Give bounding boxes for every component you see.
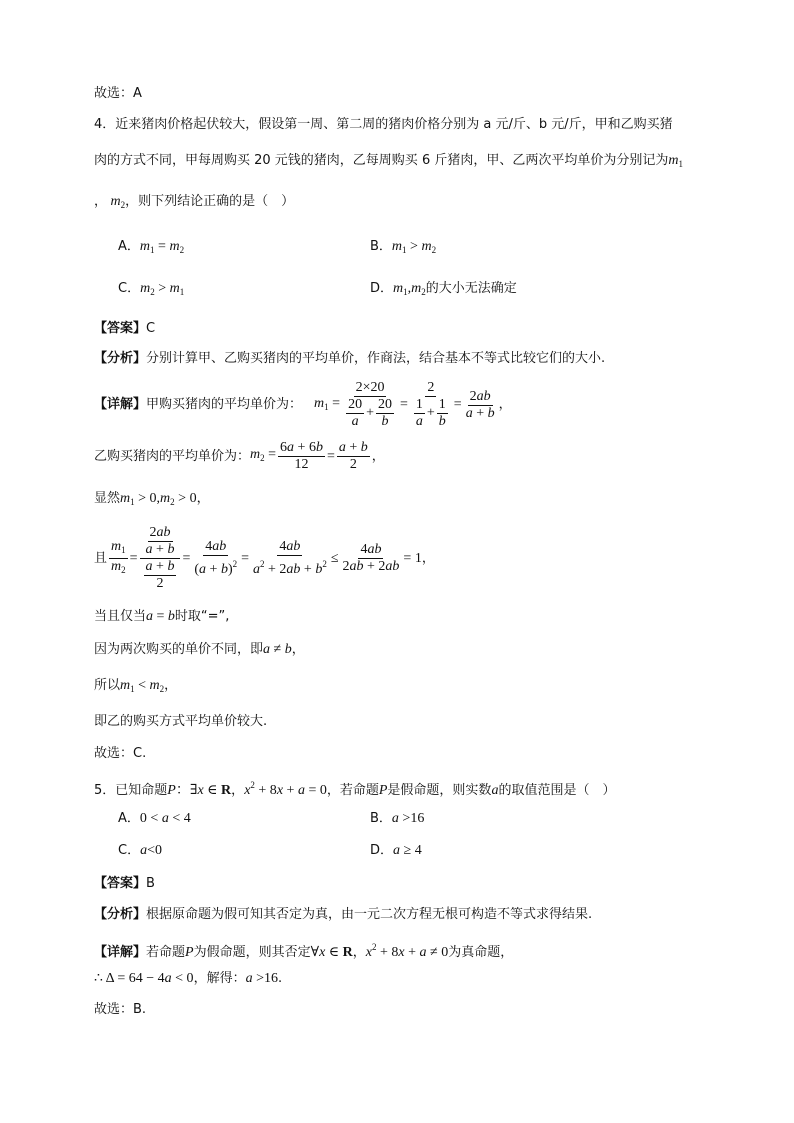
q4-analysis: 【分析】分别计算甲、乙购买猪肉的平均单价，作商法，结合基本不等式比较它们的大小. — [94, 351, 606, 366]
q4-detail-jia: 【详解】 甲购买猪肉的平均单价为： $m_1$ = 2×20 $\frac{20}{a}$ + $\frac{20}{b}$ = 2 $\frac{1}{a}$ + $\frac{1}{b}$ = $\frac{2ab}{a + b}$ ， — [94, 380, 512, 429]
q4-stem-line3: ， $m_2$，则下列结论正确的是（ ） — [94, 194, 295, 210]
q5-analysis: 【分析】根据原命题为假可知其否定为真，由一元二次方程无根可构造不等式求得结果. — [94, 907, 593, 922]
q5-stem: 5．已知命题P：∃x ∈ R，$x^2 + 8x + a = 0$，若命题P是假命题，则实数a的取值范围是（ ） — [94, 780, 616, 798]
q4-detail-so: 所以$m_1 < m_2$， — [94, 678, 178, 694]
q4-answer: 【答案】C — [94, 321, 156, 336]
q5-detail: 【详解】若命题P为假命题，则其否定∀x ∈ R，$x^2 + 8x + a \ne 0$为真命题， — [94, 942, 514, 960]
q5-answer: 【答案】B — [94, 876, 155, 891]
q4-detail-obvious: 显然$m_1 > 0,m_2 > 0$， — [94, 491, 210, 507]
q4-option-c: C．$m_2 > m_1$ — [118, 281, 185, 297]
q4-detail-iff: 当且仅当a = b时取“=”, — [94, 609, 230, 624]
q4-stem-line1: 4．近来猪肉价格起伏较大，假设第一周、第二周的猪肉价格分别为 a 元/斤、b 元/斤，甲和乙购买猪 — [94, 117, 673, 132]
q4-option-b: B．$m_1 > m_2$ — [370, 239, 437, 255]
q5-final: 故选：B. — [94, 1002, 147, 1017]
prev-answer: 故选：A — [94, 86, 142, 101]
q5-detail-solve: ∴ Δ = 64 − 4a < 0，解得：a >16. — [94, 971, 283, 986]
q5-option-c: C．a<0 — [118, 843, 162, 858]
q5-option-d: D．a ≥ 4 — [370, 843, 422, 858]
q5-option-a: A．0 < a < 4 — [118, 811, 191, 826]
q5-option-b: B．a >16 — [370, 811, 425, 826]
q4-stem-line2 — [94, 152, 683, 173]
q4-stem-line2-text: 肉的方式不同，甲每周购买 20 元钱的猪肉，乙每周购买 6 斤猪肉，甲、乙两次平均单价为分别记为 — [94, 153, 669, 168]
q4-detail-ratio: 且 $\frac{m_1}{m_2}$ = $\frac{\frac{2ab}{a + b}}{\frac{a + b}{2}}$ = $\frac{4ab}{(a + b)^2}$ = $\frac{4ab}{a^2 + 2ab + b^2}$ ≤ $\frac{4ab}{2ab + 2ab}$ = 1 ， — [94, 525, 435, 591]
q4-stem-m1: $m_1$ — [668, 153, 683, 169]
q4-detail-conclusion: 即乙的购买方式平均单价较大. — [94, 714, 268, 729]
q4-detail-yi: 乙购买猪肉的平均单价为： $m_2$ = $\frac{6a + 6b}{12}$ = $\frac{a + b}{2}$ ， — [94, 440, 385, 472]
q4-option-a: A．$m_1 = m_2$ — [118, 239, 185, 255]
q4-detail-because: 因为两次购买的单价不同，即a ≠ b， — [94, 642, 305, 657]
q4-option-d: D．$m_1,m_2$的大小无法确定 — [370, 281, 517, 297]
q4-final: 故选：C. — [94, 746, 147, 761]
